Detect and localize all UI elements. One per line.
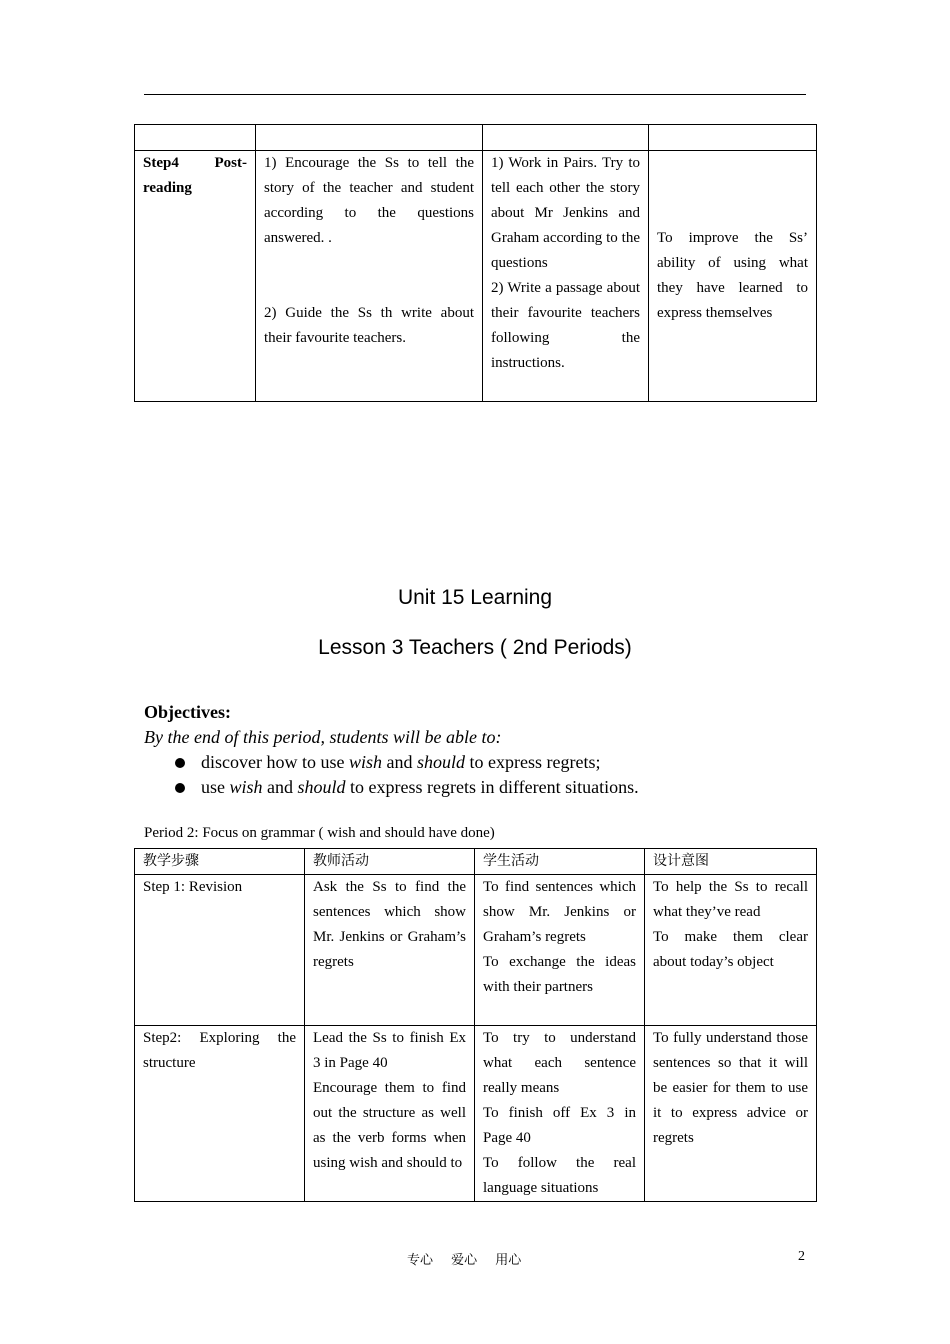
table-row bbox=[135, 1026, 817, 1202]
teacher-activity-cell: Lead the Ss to finish Ex 3 in Page 40 Encourage them to find out the structure as well as the verb forms when using wish and should to bbox=[305, 1026, 475, 1202]
header-cell: 教学步骤 bbox=[135, 849, 305, 875]
header-cell: 学生活动 bbox=[475, 849, 645, 875]
table-caption: Period 2: Focus on grammar ( wish and should have done) bbox=[144, 825, 495, 841]
table-header-row bbox=[135, 849, 817, 875]
table-cell bbox=[483, 125, 649, 151]
page-number: 2 bbox=[798, 1249, 805, 1264]
objectives-intro: By the end of this period, students will be able to: bbox=[144, 727, 502, 747]
purpose-cell: To help the Ss to recall what they’ve read To make them clear about today’s object bbox=[645, 875, 817, 1026]
student-activity-2: 2) Write a passage about their favourite teachers following the instructions. bbox=[491, 280, 640, 371]
teacher-activity-cell: Ask the Ss to find the sentences which show Mr. Jenkins or Graham’s regrets bbox=[305, 875, 475, 1026]
lesson-title: Lesson 3 Teachers ( 2nd Periods) bbox=[318, 636, 632, 659]
teacher-activity-2: 2) Guide the Ss th write about their favourite teachers. bbox=[264, 305, 474, 346]
header-cell: 设计意图 bbox=[645, 849, 817, 875]
header-rule bbox=[144, 94, 806, 95]
table-row bbox=[135, 151, 817, 402]
step-cell: Step4 Post-reading bbox=[135, 151, 256, 402]
unit-title: Unit 15 Learning bbox=[397, 586, 553, 609]
student-activity-cell: To try to understand what each sentence really means To finish off Ex 3 in Page 40 To follow the real language situations bbox=[475, 1026, 645, 1202]
purpose-cell: To fully understand those sentences so that it will be easier for them to use it to express advice or regrets bbox=[645, 1026, 817, 1202]
student-activity-cell bbox=[483, 151, 649, 402]
table-cell bbox=[135, 125, 256, 151]
table-row bbox=[135, 125, 817, 151]
table-cell bbox=[256, 125, 483, 151]
student-activity-1: 1) Work in Pairs. Try to tell each other the story about Mr Jenkins and Graham according to the questions bbox=[491, 155, 640, 271]
lesson-plan-table-continued bbox=[134, 124, 817, 402]
objectives-list bbox=[144, 750, 804, 800]
list-item: discover how to use wish and should to express regrets; bbox=[144, 750, 804, 775]
bullet-icon bbox=[175, 783, 185, 793]
footer-text: 专心 爱心 用心 bbox=[407, 1253, 522, 1268]
student-activity-cell: To find sentences which show Mr. Jenkins or Graham’s regrets To exchange the ideas with their partners bbox=[475, 875, 645, 1026]
objectives-heading: Objectives: bbox=[144, 702, 231, 722]
bullet-icon bbox=[175, 758, 185, 768]
teacher-activity-cell bbox=[256, 151, 483, 402]
list-item: use wish and should to express regrets in different situations. bbox=[144, 775, 804, 800]
table-row bbox=[135, 875, 817, 1026]
purpose-cell: To improve the Ss’ ability of using what they have learned to express themselves bbox=[649, 151, 817, 402]
teacher-activity-1: 1) Encourage the Ss to tell the story of the teacher and student according to the questions answered. . bbox=[264, 155, 474, 246]
grammar-lesson-table bbox=[134, 848, 817, 1202]
step-cell: Step 1: Revision bbox=[135, 875, 305, 1026]
step-cell: Step2: Exploring the structure bbox=[135, 1026, 305, 1202]
header-cell: 教师活动 bbox=[305, 849, 475, 875]
objectives-section bbox=[144, 700, 804, 800]
table-cell bbox=[649, 125, 817, 151]
